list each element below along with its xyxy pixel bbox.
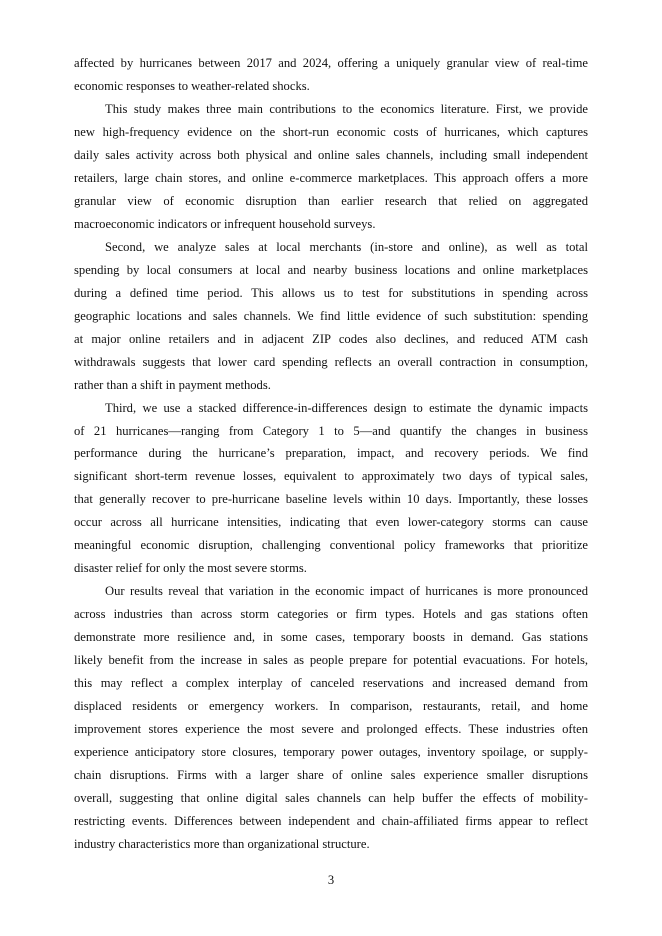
text-line: overall, suggesting that online digital sales channels can help buffer the effects of mobility-	[74, 791, 588, 805]
text-line: performance during the hurricane’s preparation, impact, and recovery periods. We find	[74, 446, 588, 461]
page-number: 3	[327, 873, 335, 887]
text-line: economic responses to weather-related shocks.	[74, 78, 310, 93]
text-line: that generally recover to pre-hurricane baseline levels within 10 days. Importantly, these losses	[74, 492, 588, 507]
text-line: at major online retailers and in adjacent ZIP codes also declines, and reduced ATM cash	[74, 331, 588, 346]
text-line: affected by hurricanes between 2017 and 2024, offering a uniquely granular view of real-time	[74, 56, 588, 70]
text-line: spending by local consumers at local and nearby business locations and online marketplaces	[74, 262, 588, 277]
text-line: likely benefit from the increase in sales as people prepare for potential evacuations. For hotels,	[74, 653, 588, 668]
text-line: geographic locations and sales channels. We find little evidence of such substitution: spending	[74, 308, 588, 323]
text-line: occur across all hurricane intensities, indicating that even lower-category storms can cause	[74, 515, 588, 530]
text-line: significant short-term revenue losses, equivalent to approximately two days of typical sales,	[74, 469, 588, 484]
text-line: Third, we use a stacked difference-in-differences design to estimate the dynamic impacts	[105, 400, 588, 415]
text-line: Second, we analyze sales at local merchants (in-store and online), as well as total	[105, 239, 588, 254]
text-line: macroeconomic indicators or infrequent household surveys.	[74, 216, 376, 231]
text-line: granular view of economic disruption than earlier research that relied on aggregated	[74, 193, 588, 208]
text-line: experience anticipatory store closures, temporary power outages, inventory spoilage, or supply-	[74, 745, 588, 760]
text-line: demonstrate more resilience and, in some cases, temporary boosts in demand. Gas stations	[74, 630, 588, 645]
text-line: meaningful economic disruption, challenging conventional policy frameworks that prioritize	[74, 538, 588, 553]
text-line: disaster relief for only the most severe storms.	[74, 561, 307, 576]
text-line: new high-frequency evidence on the short-run economic costs of hurricanes, which captures	[74, 124, 588, 139]
text-line: across industries than across storm categories or firm types. Hotels and gas stations often	[74, 607, 588, 622]
text-line: rather than a shift in payment methods.	[74, 377, 271, 392]
text-line: restricting events. Differences between independent and chain-affiliated firms appear to reflect	[74, 813, 588, 828]
text-line: This study makes three main contributions to the economics literature. First, we provide	[105, 101, 588, 116]
text-line: retailers, large chain stores, and online e-commerce marketplaces. This approach offers a more	[74, 170, 588, 185]
text-line: chain disruptions. Firms with a larger share of online sales experience smaller disruptions	[74, 768, 588, 783]
text-line: this may reflect a complex interplay of canceled reservations and increased demand from	[74, 676, 588, 691]
text-line: Our results reveal that variation in the economic impact of hurricanes is more pronounced	[105, 584, 588, 599]
text-line: during a defined time period. This allows us to test for substitutions in spending across	[74, 285, 588, 300]
text-line: industry characteristics more than organizational structure.	[74, 836, 370, 851]
text-line: daily sales activity across both physical and online sales channels, including small independent	[74, 147, 588, 162]
page-body	[74, 52, 588, 856]
text-line: improvement stores experience the most severe and prolonged effects. These industries often	[74, 722, 588, 737]
text-line: withdrawals suggests that lower card spending reflects an overall contraction in consumption,	[74, 354, 588, 369]
text-line: of 21 hurricanes—ranging from Category 1 to 5—and quantify the changes in business	[74, 423, 588, 438]
text-line: displaced residents or emergency workers. In comparison, restaurants, retail, and home	[74, 699, 588, 714]
